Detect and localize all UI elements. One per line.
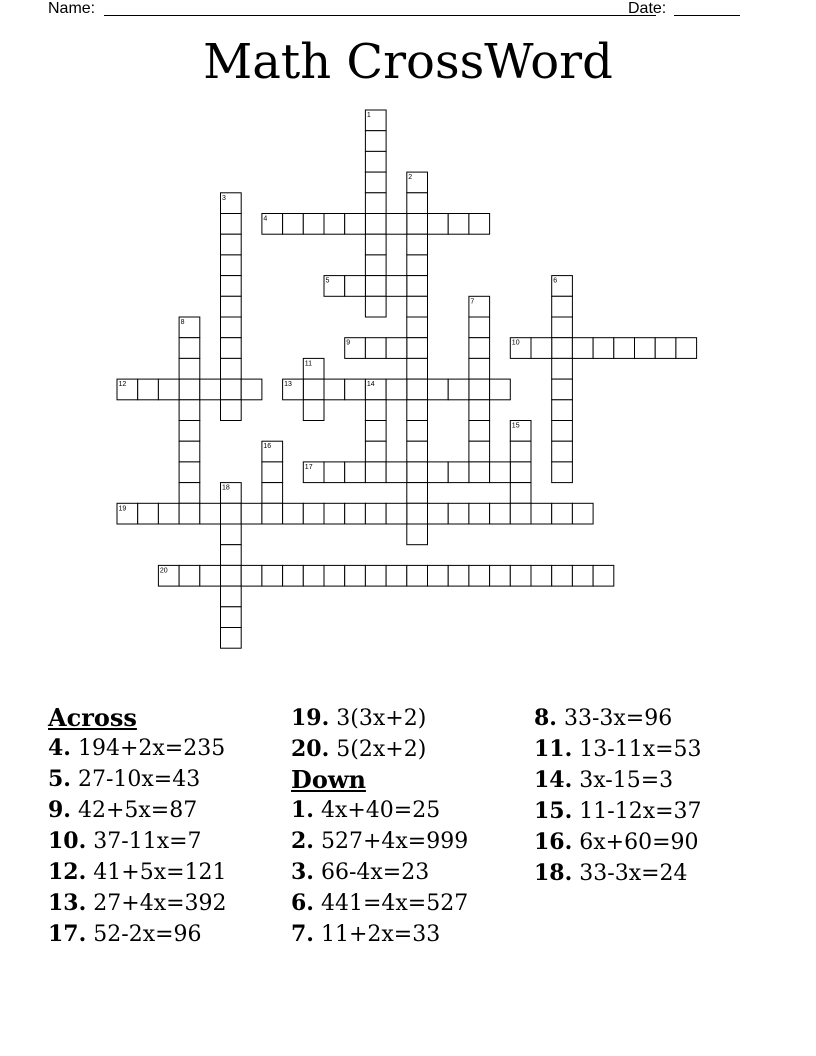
- grid-cell[interactable]: [407, 276, 428, 297]
- grid-cell[interactable]: [303, 214, 324, 235]
- clue-number: 2.: [291, 828, 314, 854]
- grid-cell[interactable]: [407, 462, 428, 483]
- clue-text: 11+2x=33: [320, 922, 441, 947]
- clue-text: 11-12x=37: [579, 799, 702, 824]
- cell-number: 13: [284, 381, 292, 389]
- clue-text: 527+4x=999: [320, 829, 469, 854]
- grid-cell[interactable]: [552, 317, 573, 338]
- grid-cell[interactable]: [407, 565, 428, 586]
- grid-cell[interactable]: [407, 400, 428, 421]
- grid-cell[interactable]: [448, 565, 469, 586]
- grid-cell[interactable]: [221, 317, 242, 338]
- grid-cell[interactable]: [552, 565, 573, 586]
- grid-cell[interactable]: [552, 462, 573, 483]
- clue-across-item: [48, 764, 284, 795]
- clue-column-3: [534, 703, 770, 889]
- grid-cell[interactable]: [490, 462, 511, 483]
- grid-cell[interactable]: [365, 214, 386, 235]
- grid-cell[interactable]: [552, 358, 573, 379]
- clue-number: 3.: [291, 859, 314, 885]
- grid-cell[interactable]: [303, 503, 324, 524]
- grid-cell[interactable]: [345, 503, 366, 524]
- clue-number: 20.: [291, 736, 330, 762]
- clue-number: 5.: [48, 766, 71, 792]
- down-heading: Down: [291, 765, 366, 794]
- grid-cell[interactable]: [221, 524, 242, 545]
- grid-cell[interactable]: [407, 379, 428, 400]
- grid-cell[interactable]: [365, 151, 386, 172]
- clue-across-item: [48, 733, 284, 764]
- grid-cell[interactable]: [552, 421, 573, 442]
- grid-cell[interactable]: [428, 214, 449, 235]
- grid-cell[interactable]: [386, 338, 407, 359]
- grid-cell[interactable]: [407, 296, 428, 317]
- cell-number: 16: [263, 443, 272, 451]
- grid-cell[interactable]: [179, 483, 200, 504]
- clue-down-item: [291, 857, 527, 888]
- grid-cell[interactable]: [469, 503, 490, 524]
- clue-text: 42+5x=87: [77, 798, 198, 823]
- grid-cell[interactable]: [241, 503, 262, 524]
- grid-cell[interactable]: [283, 503, 304, 524]
- grid-cell[interactable]: [386, 503, 407, 524]
- grid-cell[interactable]: [490, 503, 511, 524]
- grid-cell[interactable]: [365, 441, 386, 462]
- grid-cell[interactable]: [510, 462, 531, 483]
- clue-text: 27-10x=43: [77, 767, 201, 792]
- grid-cell[interactable]: [407, 503, 428, 524]
- grid-cell[interactable]: [365, 131, 386, 152]
- grid-cell[interactable]: [365, 565, 386, 586]
- grid-cell[interactable]: [221, 503, 242, 524]
- grid-cell[interactable]: [552, 441, 573, 462]
- grid-cell[interactable]: [324, 214, 345, 235]
- grid-cell[interactable]: [407, 441, 428, 462]
- grid-cell[interactable]: [241, 565, 262, 586]
- grid-cell[interactable]: [407, 214, 428, 235]
- clue-down-item: [534, 796, 770, 827]
- cell-number: 3: [222, 194, 226, 202]
- grid-cell[interactable]: [365, 255, 386, 276]
- cell-number: 11: [304, 360, 313, 368]
- grid-cell[interactable]: [221, 607, 242, 628]
- clue-column-2: [291, 703, 527, 950]
- grid-cell[interactable]: [221, 565, 242, 586]
- cell-number: 9: [346, 339, 351, 347]
- grid-cell[interactable]: [345, 462, 366, 483]
- grid-cell[interactable]: [386, 214, 407, 235]
- grid-cell[interactable]: [490, 379, 511, 400]
- clue-text: 33-3x=96: [563, 706, 673, 731]
- clue-down-item: [534, 858, 770, 889]
- grid-cell[interactable]: [303, 400, 324, 421]
- clue-down-item: [291, 795, 527, 826]
- grid-cell[interactable]: [158, 503, 179, 524]
- grid-cell[interactable]: [221, 379, 242, 400]
- grid-cell[interactable]: [510, 483, 531, 504]
- cell-number: 20: [159, 567, 168, 575]
- clue-number: 19.: [291, 705, 330, 731]
- grid-cell[interactable]: [469, 317, 490, 338]
- cell-number: 12: [118, 381, 127, 389]
- grid-cell[interactable]: [179, 503, 200, 524]
- grid-cell[interactable]: [283, 565, 304, 586]
- clue-text: 37-11x=7: [93, 829, 202, 854]
- cell-number: 15: [511, 422, 520, 430]
- grid-cell[interactable]: [138, 379, 159, 400]
- grid-cell[interactable]: [200, 565, 221, 586]
- grid-cell[interactable]: [407, 234, 428, 255]
- grid-cell[interactable]: [262, 565, 283, 586]
- grid-cell[interactable]: [365, 234, 386, 255]
- grid-cell[interactable]: [448, 503, 469, 524]
- grid-cell[interactable]: [365, 172, 386, 193]
- grid-cell[interactable]: [469, 421, 490, 442]
- cell-number: 4: [263, 215, 268, 223]
- grid-cell[interactable]: [324, 503, 345, 524]
- cell-number: 1: [366, 112, 371, 119]
- grid-cell[interactable]: [221, 214, 242, 235]
- cell-number: 19: [118, 505, 127, 513]
- grid-cell[interactable]: [179, 338, 200, 359]
- clue-text: 66-4x=23: [320, 860, 430, 885]
- cell-number: 2: [408, 174, 413, 182]
- grid-cell[interactable]: [490, 565, 511, 586]
- grid-cell[interactable]: [386, 462, 407, 483]
- grid-cell[interactable]: [221, 276, 242, 297]
- grid-cell[interactable]: [407, 483, 428, 504]
- grid-cell[interactable]: [221, 296, 242, 317]
- cell-number: 8: [180, 319, 185, 326]
- grid-cell[interactable]: [200, 379, 221, 400]
- clue-down-item: [534, 703, 770, 734]
- clue-text: 194+2x=235: [77, 736, 226, 761]
- grid-cell[interactable]: [283, 214, 304, 235]
- clue-number: 17.: [48, 921, 87, 947]
- clue-text: 27+4x=392: [93, 891, 227, 916]
- cell-number: 14: [366, 381, 375, 389]
- grid-cell[interactable]: [552, 296, 573, 317]
- grid-cell[interactable]: [469, 441, 490, 462]
- clue-text: 6x+60=90: [579, 830, 699, 855]
- clue-text: 33-3x=24: [579, 861, 688, 886]
- grid-cell[interactable]: [469, 400, 490, 421]
- grid-cell[interactable]: [221, 628, 242, 649]
- grid-cell[interactable]: [345, 565, 366, 586]
- grid-cell[interactable]: [655, 338, 676, 359]
- grid-cell[interactable]: [179, 441, 200, 462]
- clue-number: 1.: [291, 797, 314, 823]
- grid-cell[interactable]: [552, 338, 573, 359]
- clue-number: 15.: [534, 798, 573, 824]
- grid-cell[interactable]: [179, 400, 200, 421]
- grid-cell[interactable]: [593, 338, 614, 359]
- clue-text: 41+5x=121: [93, 860, 227, 885]
- clue-across-item: [291, 734, 527, 765]
- clue-across-item: [291, 703, 527, 734]
- clue-number: 12.: [48, 859, 87, 885]
- page-title: Math CrossWord: [203, 34, 613, 90]
- grid-cell[interactable]: [303, 565, 324, 586]
- cell-number: 5: [325, 277, 330, 285]
- grid-cell[interactable]: [469, 358, 490, 379]
- clue-down-item: [534, 734, 770, 765]
- grid-cell[interactable]: [469, 338, 490, 359]
- clue-down-item: [534, 765, 770, 796]
- grid-cell[interactable]: [345, 214, 366, 235]
- clue-text: 441=4x=527: [320, 891, 469, 916]
- clue-across-item: [48, 826, 284, 857]
- clue-number: 18.: [534, 860, 573, 886]
- clue-down-item: [291, 919, 527, 950]
- clue-number: 10.: [48, 828, 87, 854]
- cell-number: 6: [553, 277, 558, 285]
- grid-cell[interactable]: [221, 358, 242, 379]
- cell-number: 18: [222, 484, 230, 492]
- grid-cell[interactable]: [407, 358, 428, 379]
- grid-cell[interactable]: [407, 317, 428, 338]
- grid-cell[interactable]: [386, 276, 407, 297]
- clue-number: 8.: [534, 705, 557, 731]
- grid-cell[interactable]: [531, 338, 552, 359]
- clue-number: 9.: [48, 797, 71, 823]
- grid-cell[interactable]: [572, 565, 593, 586]
- grid-cell[interactable]: [676, 338, 697, 359]
- grid-cell[interactable]: [345, 379, 366, 400]
- grid-cell[interactable]: [179, 379, 200, 400]
- clue-text: 3x-15=3: [579, 768, 674, 793]
- clue-number: 13.: [48, 890, 87, 916]
- grid-cell[interactable]: [531, 503, 552, 524]
- grid-cell[interactable]: [262, 462, 283, 483]
- grid-cell[interactable]: [448, 462, 469, 483]
- grid-cell[interactable]: [365, 503, 386, 524]
- cell-number: 7: [470, 298, 475, 306]
- grid-cell[interactable]: [345, 276, 366, 297]
- clue-text: 5(2x+2): [336, 737, 427, 762]
- grid-cell[interactable]: [510, 565, 531, 586]
- grid-cell[interactable]: [262, 503, 283, 524]
- grid-cell[interactable]: [428, 462, 449, 483]
- grid-cell[interactable]: [221, 255, 242, 276]
- across-heading: Across: [48, 703, 137, 732]
- grid-cell[interactable]: [138, 503, 159, 524]
- grid-cell[interactable]: [448, 214, 469, 235]
- grid-cell[interactable]: [179, 462, 200, 483]
- date-label: Date:: [628, 0, 667, 17]
- grid-cell[interactable]: [407, 524, 428, 545]
- clue-text: 52-2x=96: [93, 922, 202, 947]
- clue-number: 7.: [291, 921, 314, 947]
- clue-across-item: [48, 857, 284, 888]
- grid-cell[interactable]: [407, 255, 428, 276]
- grid-cell[interactable]: [179, 358, 200, 379]
- cell-number: 10: [511, 339, 520, 347]
- grid-cell[interactable]: [221, 338, 242, 359]
- clue-down-item: [291, 888, 527, 919]
- clue-across-item: [48, 795, 284, 826]
- grid-cell[interactable]: [552, 379, 573, 400]
- grid-cell[interactable]: [510, 503, 531, 524]
- grid-cell[interactable]: [407, 193, 428, 214]
- grid-cell[interactable]: [221, 586, 242, 607]
- grid-cell[interactable]: [469, 214, 490, 235]
- grid-cell[interactable]: [365, 296, 386, 317]
- grid-cell[interactable]: [365, 193, 386, 214]
- grid-cell[interactable]: [262, 483, 283, 504]
- clue-down-item: [534, 827, 770, 858]
- grid-cell[interactable]: [552, 400, 573, 421]
- grid-cell[interactable]: [510, 441, 531, 462]
- grid-cell[interactable]: [614, 338, 635, 359]
- clue-text: 4x+40=25: [320, 798, 441, 823]
- grid-cell[interactable]: [572, 338, 593, 359]
- grid-cell[interactable]: [469, 462, 490, 483]
- clue-across-item: [48, 919, 284, 950]
- grid-cell[interactable]: [221, 400, 242, 421]
- grid-cell[interactable]: [428, 379, 449, 400]
- grid-cell[interactable]: [200, 503, 221, 524]
- grid-cell[interactable]: [469, 379, 490, 400]
- grid-cell[interactable]: [365, 338, 386, 359]
- grid-cell[interactable]: [386, 565, 407, 586]
- grid-cell[interactable]: [386, 379, 407, 400]
- grid-cell[interactable]: [179, 421, 200, 442]
- grid-cell[interactable]: [469, 565, 490, 586]
- grid-cell[interactable]: [221, 545, 242, 566]
- grid-cell[interactable]: [324, 565, 345, 586]
- clue-across-item: [48, 888, 284, 919]
- grid-cell[interactable]: [552, 503, 573, 524]
- grid-cell[interactable]: [407, 421, 428, 442]
- grid-cell[interactable]: [448, 379, 469, 400]
- clue-number: 6.: [291, 890, 314, 916]
- grid-cell[interactable]: [303, 379, 324, 400]
- grid-cell[interactable]: [407, 338, 428, 359]
- cell-number: 17: [304, 463, 313, 471]
- grid-cell[interactable]: [635, 338, 656, 359]
- grid-cell[interactable]: [593, 565, 614, 586]
- grid-cell[interactable]: [572, 503, 593, 524]
- clue-down-item: [291, 826, 527, 857]
- grid-cell[interactable]: [221, 234, 242, 255]
- name-label: Name:: [48, 0, 96, 17]
- grid-cell[interactable]: [365, 400, 386, 421]
- grid-cell[interactable]: [324, 379, 345, 400]
- clue-column-1: [48, 703, 284, 950]
- grid-cell[interactable]: [179, 565, 200, 586]
- grid-cell[interactable]: [324, 462, 345, 483]
- clue-number: 14.: [534, 767, 573, 793]
- clue-text: 13-11x=53: [579, 737, 702, 762]
- grid-cell[interactable]: [428, 503, 449, 524]
- clue-number: 4.: [48, 735, 71, 761]
- grid-cell[interactable]: [241, 379, 262, 400]
- grid-cell[interactable]: [365, 276, 386, 297]
- grid-cell[interactable]: [365, 421, 386, 442]
- grid-cell[interactable]: [428, 565, 449, 586]
- grid-cell[interactable]: [158, 379, 179, 400]
- clue-text: 3(3x+2): [336, 706, 427, 731]
- grid-cell[interactable]: [531, 565, 552, 586]
- clue-number: 11.: [534, 736, 573, 762]
- grid-cell[interactable]: [365, 462, 386, 483]
- clue-number: 16.: [534, 829, 573, 855]
